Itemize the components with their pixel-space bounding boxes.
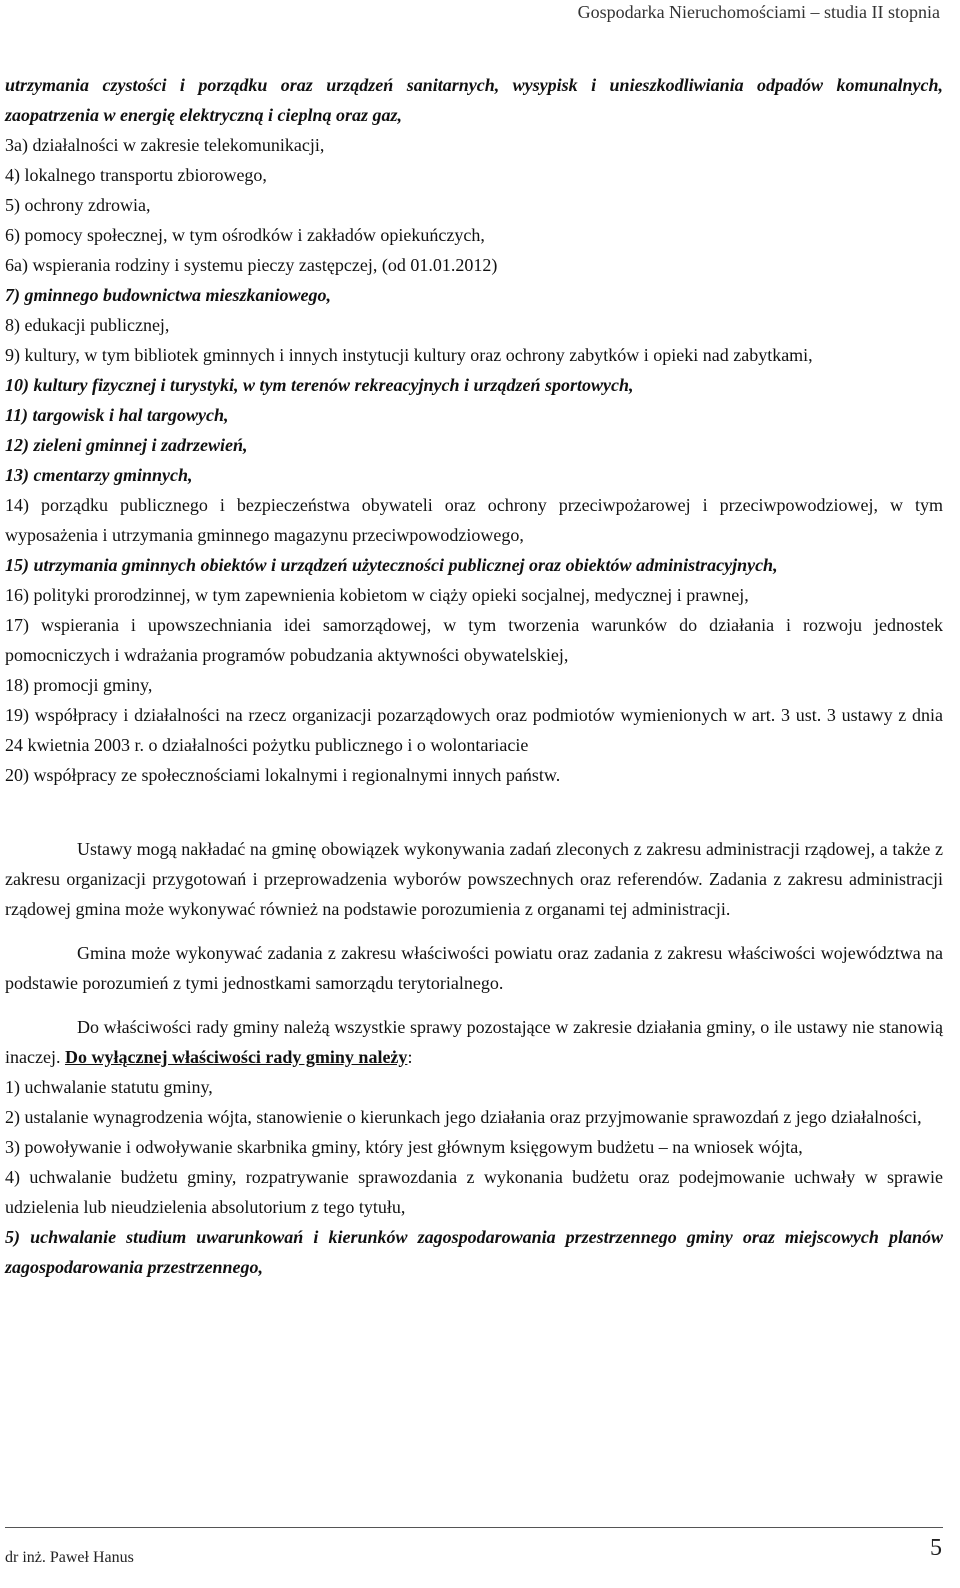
footer-divider — [5, 1527, 943, 1528]
list-item: 4) uchwalanie budżetu gminy, rozpatrywanie sprawozdania z wykonania budżetu oraz podejmowanie uchwały w sprawie udzielenia lub nieudzielenia absolutorium z tego tytułu, — [5, 1167, 943, 1217]
list-item: 10) kultury fizycznej i turystyki, w tym terenów rekreacyjnych i urządzeń sportowych, — [5, 375, 634, 395]
list-item: 7) gminnego budownictwa mieszkaniowego, — [5, 285, 332, 305]
paragraph-wlasciwosc-rady — [5, 1012, 943, 1072]
document-body — [5, 70, 943, 1282]
task-list-a — [5, 70, 943, 790]
list-item: 12) zieleni gminnej i zadrzewień, — [5, 435, 248, 455]
underlined-heading: Do wyłącznej właściwości rady gminy należy — [64, 1047, 408, 1067]
list-item: 1) uchwalanie statutu gminy, — [5, 1077, 213, 1097]
list-item: 18) promocji gminy, — [5, 675, 153, 695]
list-item: 3a) działalności w zakresie telekomunikacji, — [5, 135, 325, 155]
list-item: 15) utrzymania gminnych obiektów i urządzeń użyteczności publicznej oraz obiektów administracyjnych, — [5, 555, 778, 575]
page-number: 5 — [930, 1535, 942, 1561]
paragraph-tail: : — [407, 1047, 413, 1067]
list-item: 19) współpracy i działalności na rzecz organizacji pozarządowych oraz podmiotów wymienionych w art. 3 ust. 3 ustawy z dnia 24 kwietnia 2003 r. o działalności pożytku publicznego i o wolontariacie — [5, 705, 943, 755]
list-item: 20) współpracy ze społecznościami lokalnymi i regionalnymi innych państw. — [5, 765, 561, 785]
list-item: 11) targowisk i hal targowych, — [5, 405, 229, 425]
list-item: 6) pomocy społecznej, w tym ośrodków i zakładów opiekuńczych, — [5, 225, 485, 245]
list-item: 16) polityki prorodzinnej, w tym zapewnienia kobietom w ciąży opieki socjalnej, medycznej i prawnej, — [5, 585, 749, 605]
list-item: 17) wspierania i upowszechniania idei samorządowej, w tym tworzenia warunków do działania i rozwoju jednostek pomocniczych i wdrażania programów pobudzania aktywności obywatelskiej, — [5, 615, 943, 665]
list-item: utrzymania czystości i porządku oraz urządzeń sanitarnych, wysypisk i unieszkodliwiania odpadów komunalnych, zaopatrzenia w energię elektryczną i cieplną oraz gaz, — [5, 75, 943, 125]
paragraph-zadania-zlecone: Ustawy mogą nakładać na gminę obowiązek wykonywania zadań zleconych z zakresu administracji rządowej, a także z zakresu organizacji przygotowań i przeprowadzenia wyborów powszechnych oraz referendów. Zadania z zakresu administracji rządowej gmina może wykonywać również na podstawie porozumienia z organami tej administracji. — [5, 839, 943, 919]
list-item: 5) ochrony zdrowia, — [5, 195, 151, 215]
list-item: 2) ustalanie wynagrodzenia wójta, stanowienie o kierunkach jego działania oraz przyjmowanie sprawozdań z jego działalności, — [5, 1107, 922, 1127]
footer-author: dr inż. Paweł Hanus — [5, 1549, 134, 1566]
list-item: 5) uchwalanie studium uwarunkowań i kierunków zagospodarowania przestrzennego gminy oraz miejscowych planów zagospodarowania przestrzennego, — [5, 1227, 943, 1277]
list-item: 4) lokalnego transportu zbiorowego, — [5, 165, 267, 185]
paragraph-porozumienia: Gmina może wykonywać zadania z zakresu właściwości powiatu oraz zadania z zakresu właściwości województwa na podstawie porozumień z tymi jednostkami samorządu terytorialnego. — [5, 943, 943, 993]
list-item: 3) powoływanie i odwoływanie skarbnika gminy, który jest głównym księgowym budżetu – na wniosek wójta, — [5, 1137, 803, 1157]
task-list-b — [5, 1072, 943, 1282]
paragraph-lead: Do właściwości rady gminy należą wszystkie sprawy pozostające w zakresie działania gminy, o ile ustawy nie stanowią inaczej. — [5, 1017, 943, 1067]
list-item: 9) kultury, w tym bibliotek gminnych i innych instytucji kultury oraz ochrony zabytków i opieki nad zabytkami, — [5, 345, 813, 365]
list-item: 13) cmentarzy gminnych, — [5, 465, 193, 485]
list-item: 6a) wspierania rodziny i systemu pieczy zastępczej, (od 01.01.2012) — [5, 255, 498, 275]
list-item: 14) porządku publicznego i bezpieczeństwa obywateli oraz ochrony przeciwpożarowej i przeciwpowodziowej, w tym wyposażenia i utrzymania gminnego magazynu przeciwpowodziowego, — [5, 495, 943, 545]
running-header: Gospodarka Nieruchomościami – studia II stopnia — [577, 2, 940, 22]
list-item: 8) edukacji publicznej, — [5, 315, 170, 335]
